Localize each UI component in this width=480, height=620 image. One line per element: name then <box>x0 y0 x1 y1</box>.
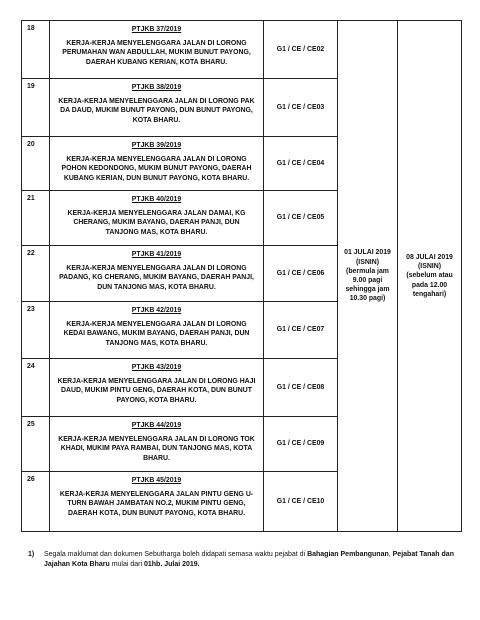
footnote-part: , <box>388 551 393 558</box>
sale-time-line-1: (bermula jam <box>346 267 389 275</box>
row-number: 20 <box>22 137 50 191</box>
tender-cell <box>50 79 264 137</box>
row-number: 25 <box>22 417 50 472</box>
row-number: 19 <box>22 79 50 137</box>
class-code: G1 / CE / CE07 <box>264 302 338 359</box>
tender-description: KERJA-KERJA MENYELENGGARA JALAN DI LORONG PADANG, KG CHERANG, MUKIM BAYANG, DAERAH PANJI, DUN TANJONG MAS, KOTA BHARU. <box>59 265 254 291</box>
tender-code: PTJKB 44/2019 <box>131 422 182 429</box>
class-code: G1 / CE / CE10 <box>264 472 338 532</box>
tender-code: PTJKB 45/2019 <box>131 477 182 484</box>
row-number: 21 <box>22 191 50 246</box>
tender-description: KERJA-KERJA MENYELENGGARA JALAN DI LORONG HAJI DAUD, MUKIM PINTU GENG, DAERAH KOTA, DUN BUNUT PAYONG, KOTA BHARU. <box>57 378 256 404</box>
row-number: 23 <box>22 302 50 359</box>
tender-description: KERJA-KERJA MENYELENGGARA JALAN DI LORONG PAK DA DAUD, MUKIM BUNUT PAYONG, DUN BUNUT PAYONG, KOTA BHARU. <box>58 98 255 124</box>
row-number: 26 <box>22 472 50 532</box>
class-code: G1 / CE / CE08 <box>264 359 338 417</box>
tender-description: KERJA-KERJA MENYELENGGARA JALAN DI LORONG TOK KHADI, MUKIM PAYA RAMBAI, DUN TANJONG MAS, KOTA BHARU. <box>58 436 255 462</box>
tender-description: KERJA-KERJA MENYELENGGARA JALAN DAMAI, KG CHERANG, MUKIM BAYANG, DAERAH PANJI, DUN TANJONG MAS, KOTA BHARU. <box>67 210 246 236</box>
tender-code: PTJKB 41/2019 <box>131 251 182 258</box>
class-code: G1 / CE / CE05 <box>264 191 338 246</box>
tender-code: PTJKB 39/2019 <box>131 142 182 149</box>
footnote-land-office: Pejabat Tanah dan Jajahan Kota Bharu <box>44 551 454 568</box>
closing-time-line-2: pada 12.00 <box>411 281 448 289</box>
class-code: G1 / CE / CE06 <box>264 246 338 302</box>
tender-description: KERJA-KERJA MENYELENGGARA JALAN DI LORONG POHON KEDONDONG, MUKIM BUNUT PAYONG, DAERAH KUBANG KERIAN, DUN BUNUT PAYONG, KOTA BHARU. <box>61 156 252 182</box>
closing-date-cell <box>398 21 462 532</box>
footnote-office: Bahagian Pembangunan <box>307 551 389 558</box>
tender-code: PTJKB 43/2019 <box>131 364 182 371</box>
tender-cell <box>50 359 264 417</box>
tender-code: PTJKB 42/2019 <box>131 307 182 314</box>
tender-description: KERJA-KERJA MENYELENGGARA JALAN PINTU GENG U-TURN BAWAH JAMBATAN NO.2, MUKIM PINTU GENG, DAERAH KOTA, DUN BUNUT PAYONG, KOTA BHARU. <box>59 491 254 517</box>
table-row <box>22 21 462 79</box>
row-number: 18 <box>22 21 50 79</box>
footnote-marker: 1) <box>28 551 35 558</box>
tender-cell <box>50 246 264 302</box>
sale-time-line-2: 9.00 pagi <box>352 277 383 284</box>
footnote-part: mulai dari <box>109 561 144 568</box>
closing-date: 08 JULAI 2019 <box>406 253 453 261</box>
tender-description: KERJA-KERJA MENYELENGGARA JALAN DI LORONG KEDAI BAWANG, MUKIM BAYANG, DAERAH PANJI, DUN TANJONG MAS, KOTA BHARU. <box>63 321 250 347</box>
footnote-text <box>44 550 456 570</box>
closing-time-line-3: tengahari) <box>412 290 447 298</box>
tender-cell <box>50 191 264 246</box>
tender-cell <box>50 302 264 359</box>
class-code: G1 / CE / CE04 <box>264 137 338 191</box>
tender-cell <box>50 472 264 532</box>
row-number: 24 <box>22 359 50 417</box>
tender-cell <box>50 417 264 472</box>
sale-time-line-4: 10.30 pagi) <box>349 295 386 303</box>
tender-table <box>21 20 462 532</box>
sale-date: 01 JULAI 2019 <box>344 249 391 257</box>
sale-date-cell <box>338 21 398 532</box>
sale-day: (ISNIN) <box>356 258 379 266</box>
class-code: G1 / CE / CE03 <box>264 79 338 137</box>
footnote-date: 01hb. Julai 2019. <box>143 561 200 568</box>
tender-cell <box>50 137 264 191</box>
closing-time-line-1: (sebelum atau <box>406 272 453 280</box>
footnote-part: Segala maklumat dan dokumen Sebutharga boleh didapati semasa waktu pejabat di <box>44 551 308 558</box>
tender-code: PTJKB 37/2019 <box>131 26 182 33</box>
sale-time-line-3: sehingga jam <box>345 286 390 294</box>
tender-code: PTJKB 40/2019 <box>131 196 182 203</box>
tender-description: KERJA-KERJA MENYELENGGARA JALAN DI LORONG PERUMAHAN WAN ABDULLAH, MUKIM BUNUT PAYONG, DAERAH KUBANG KERIAN, KOTA BHARU. <box>62 40 251 66</box>
row-number: 22 <box>22 246 50 302</box>
tender-cell <box>50 21 264 79</box>
tender-code: PTJKB 38/2019 <box>131 84 182 91</box>
class-code: G1 / CE / CE09 <box>264 417 338 472</box>
class-code: G1 / CE / CE02 <box>264 21 338 79</box>
closing-day: (ISNIN) <box>418 263 441 271</box>
